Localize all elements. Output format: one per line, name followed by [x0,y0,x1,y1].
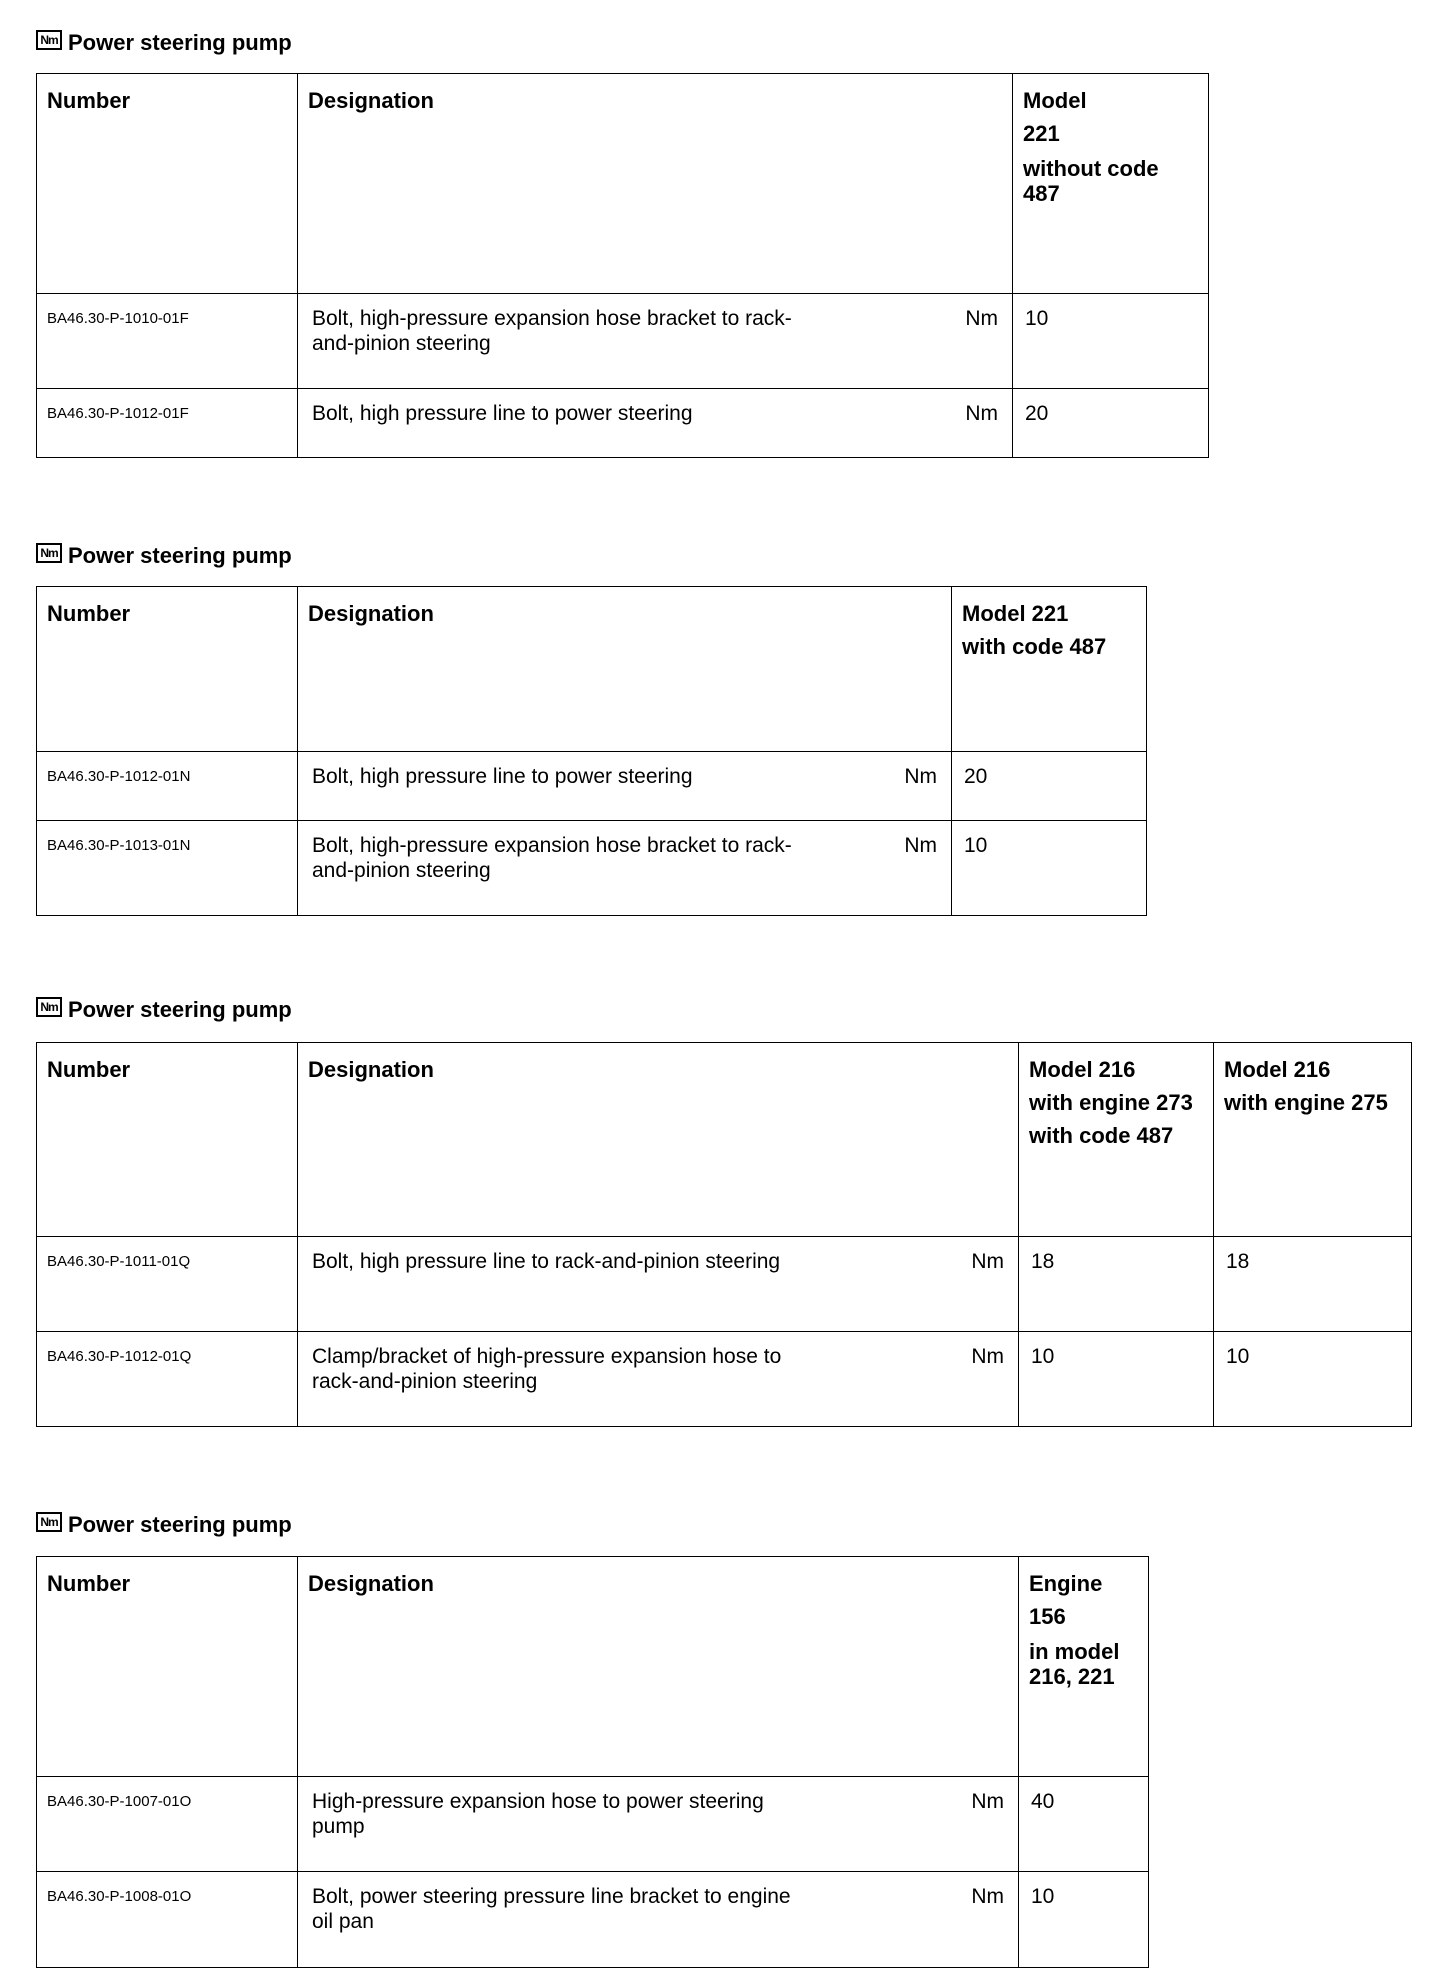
row-value: 10 [1214,1332,1412,1427]
row-value: 10 [952,821,1147,916]
row-designation: Bolt, high pressure line to power steering Nm [298,752,952,821]
row-unit: Nm [971,1345,1004,1368]
torque-nm-icon: Nm [36,30,62,50]
row-unit: Nm [904,765,937,788]
row-value: 10 [1019,1332,1214,1427]
section-heading [36,1510,292,1540]
row-value: 20 [952,752,1147,821]
row-value: 40 [1019,1777,1149,1872]
table-row [37,821,1147,916]
torque-table [36,586,1147,916]
row-designation: Bolt, power steering pressure line bracket to engine oil pan Nm [298,1872,1019,1968]
header-model-column: Model 221 with code 487 [952,587,1147,752]
row-unit: Nm [904,834,937,857]
torque-table [36,1042,1412,1427]
table-row [37,1332,1412,1427]
table-header-row [37,1043,1412,1237]
row-designation: Bolt, high-pressure expansion hose bracket to rack-and-pinion steering Nm [298,821,952,916]
section-title: Power steering pump [68,543,292,568]
section-heading [36,28,292,58]
row-designation: Bolt, high-pressure expansion hose bracket to rack-and-pinion steering Nm [298,294,1013,389]
row-value: 20 [1013,389,1209,458]
table-row [37,752,1147,821]
row-value: 18 [1214,1237,1412,1332]
header-designation: Designation [298,1043,1019,1237]
section-title: Power steering pump [68,997,292,1022]
table-row [37,1872,1149,1968]
section-heading [36,995,292,1025]
torque-nm-icon: Nm [36,1512,62,1532]
table-header-row [37,74,1209,294]
header-number: Number [37,587,298,752]
header-model-column: Model 216 with engine 273 with code 487 [1019,1043,1214,1237]
table-header-row [37,587,1147,752]
row-number: BA46.30-P-1012-01F [37,389,298,458]
header-designation: Designation [298,1557,1019,1777]
torque-nm-icon: Nm [36,543,62,563]
row-designation: Clamp/bracket of high-pressure expansion hose to rack-and-pinion steering Nm [298,1332,1019,1427]
header-number: Number [37,1557,298,1777]
table-row [37,1777,1149,1872]
table-row [37,294,1209,389]
header-number: Number [37,1043,298,1237]
row-unit: Nm [965,402,998,425]
header-model-column: Engine 156 in model 216, 221 [1019,1557,1149,1777]
row-number: BA46.30-P-1013-01N [37,821,298,916]
header-model-column: Model 221 without code 487 [1013,74,1209,294]
header-designation: Designation [298,74,1013,294]
row-unit: Nm [971,1790,1004,1813]
row-number: BA46.30-P-1011-01Q [37,1237,298,1332]
section-heading [36,541,292,571]
row-value: 18 [1019,1237,1214,1332]
row-value: 10 [1019,1872,1149,1968]
row-designation: Bolt, high pressure line to rack-and-pinion steering Nm [298,1237,1019,1332]
row-number: BA46.30-P-1012-01Q [37,1332,298,1427]
header-model-column: Model 216 with engine 275 [1214,1043,1412,1237]
row-designation: High-pressure expansion hose to power steering pump Nm [298,1777,1019,1872]
torque-table [36,73,1209,458]
section-title: Power steering pump [68,30,292,55]
table-header-row [37,1557,1149,1777]
table-row [37,1237,1412,1332]
row-number: BA46.30-P-1008-01O [37,1872,298,1968]
torque-table [36,1556,1149,1968]
header-number: Number [37,74,298,294]
row-number: BA46.30-P-1007-01O [37,1777,298,1872]
row-designation: Bolt, high pressure line to power steering Nm [298,389,1013,458]
row-number: BA46.30-P-1012-01N [37,752,298,821]
torque-nm-icon: Nm [36,997,62,1017]
row-unit: Nm [965,307,998,330]
row-number: BA46.30-P-1010-01F [37,294,298,389]
row-unit: Nm [971,1885,1004,1908]
section-title: Power steering pump [68,1512,292,1537]
header-designation: Designation [298,587,952,752]
row-unit: Nm [971,1250,1004,1273]
row-value: 10 [1013,294,1209,389]
table-row [37,389,1209,458]
